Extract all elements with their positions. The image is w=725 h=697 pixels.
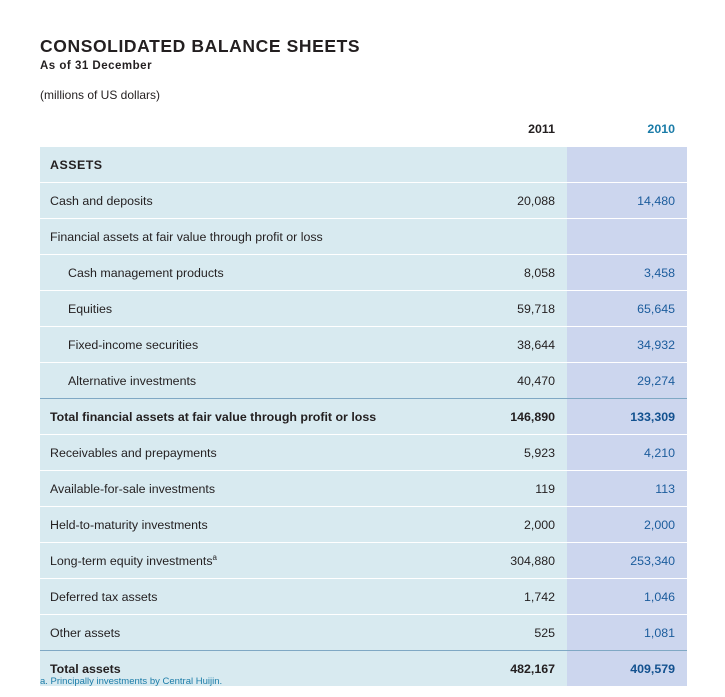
row-label xyxy=(40,435,447,471)
table-row xyxy=(40,255,687,291)
row-label-text: Total financial assets at fair value through profit or loss xyxy=(50,409,377,424)
row-label-text: Held-to-maturity investments xyxy=(50,517,208,532)
value-2010 xyxy=(567,219,687,255)
row-label-text: Alternative investments xyxy=(68,373,197,388)
value-2010: 1,081 xyxy=(567,615,687,651)
column-header-2011: 2011 xyxy=(447,116,567,147)
table-row xyxy=(40,219,687,255)
value-2011: 40,470 xyxy=(447,363,567,399)
row-label-text: Receivables and prepayments xyxy=(50,445,217,460)
value-2010: 133,309 xyxy=(567,399,687,435)
row-label xyxy=(40,255,447,291)
footnote: a. Principally investments by Central Huijin. xyxy=(40,676,223,687)
value-2011: 1,742 xyxy=(447,579,567,615)
value-2011 xyxy=(447,219,567,255)
value-2011: 20,088 xyxy=(447,183,567,219)
row-label xyxy=(40,543,447,579)
balance-sheet-table xyxy=(40,116,687,686)
row-label xyxy=(40,579,447,615)
value-2010: 113 xyxy=(567,471,687,507)
row-label-text: Long-term equity investments xyxy=(50,554,213,569)
row-label-text: Cash and deposits xyxy=(50,193,153,208)
row-label xyxy=(40,399,447,435)
page-title: CONSOLIDATED BALANCE SHEETS xyxy=(40,36,361,56)
footnote-marker: a xyxy=(212,552,217,562)
row-label-text: ASSETS xyxy=(50,157,103,172)
value-2011: 38,644 xyxy=(447,327,567,363)
column-header-2010: 2010 xyxy=(567,116,687,147)
value-2010: 409,579 xyxy=(567,651,687,687)
value-2010: 65,645 xyxy=(567,291,687,327)
table-row xyxy=(40,579,687,615)
value-2011: 5,923 xyxy=(447,435,567,471)
value-2010 xyxy=(567,147,687,183)
table-header-row xyxy=(40,116,687,147)
table-row xyxy=(40,543,687,579)
table-row xyxy=(40,327,687,363)
row-label xyxy=(40,183,447,219)
row-label xyxy=(40,147,447,183)
table-body xyxy=(40,147,687,687)
row-label xyxy=(40,471,447,507)
row-label-text: Financial assets at fair value through profit or loss xyxy=(50,229,323,244)
row-label-text: Deferred tax assets xyxy=(50,589,158,604)
value-2011: 146,890 xyxy=(447,399,567,435)
value-2011: 304,880 xyxy=(447,543,567,579)
row-label-text: Total assets xyxy=(50,661,121,676)
row-label xyxy=(40,219,447,255)
value-2011: 59,718 xyxy=(447,291,567,327)
row-label xyxy=(40,507,447,543)
units-note: (millions of US dollars) xyxy=(40,88,161,102)
value-2011: 2,000 xyxy=(447,507,567,543)
value-2011: 525 xyxy=(447,615,567,651)
row-label-text: Available-for-sale investments xyxy=(50,481,216,496)
value-2010: 34,932 xyxy=(567,327,687,363)
value-2010: 253,340 xyxy=(567,543,687,579)
row-label xyxy=(40,615,447,651)
table-row xyxy=(40,291,687,327)
page-subtitle: As of 31 December xyxy=(40,60,153,72)
row-label-text: Other assets xyxy=(50,625,121,640)
table-row xyxy=(40,147,687,183)
row-label xyxy=(40,291,447,327)
table-row xyxy=(40,471,687,507)
row-label-text: Fixed-income securities xyxy=(68,337,199,352)
value-2010: 29,274 xyxy=(567,363,687,399)
table-row xyxy=(40,399,687,435)
column-header-label xyxy=(40,116,447,147)
table-row xyxy=(40,615,687,651)
row-label-text: Cash management products xyxy=(68,265,224,280)
table-row xyxy=(40,363,687,399)
table-row xyxy=(40,183,687,219)
value-2010: 2,000 xyxy=(567,507,687,543)
table-row xyxy=(40,507,687,543)
value-2010: 14,480 xyxy=(567,183,687,219)
table-row xyxy=(40,435,687,471)
row-label xyxy=(40,363,447,399)
value-2011: 119 xyxy=(447,471,567,507)
value-2011: 482,167 xyxy=(447,651,567,687)
value-2011: 8,058 xyxy=(447,255,567,291)
row-label xyxy=(40,327,447,363)
value-2011 xyxy=(447,147,567,183)
value-2010: 3,458 xyxy=(567,255,687,291)
value-2010: 1,046 xyxy=(567,579,687,615)
row-label-text: Equities xyxy=(68,301,113,316)
value-2010: 4,210 xyxy=(567,435,687,471)
